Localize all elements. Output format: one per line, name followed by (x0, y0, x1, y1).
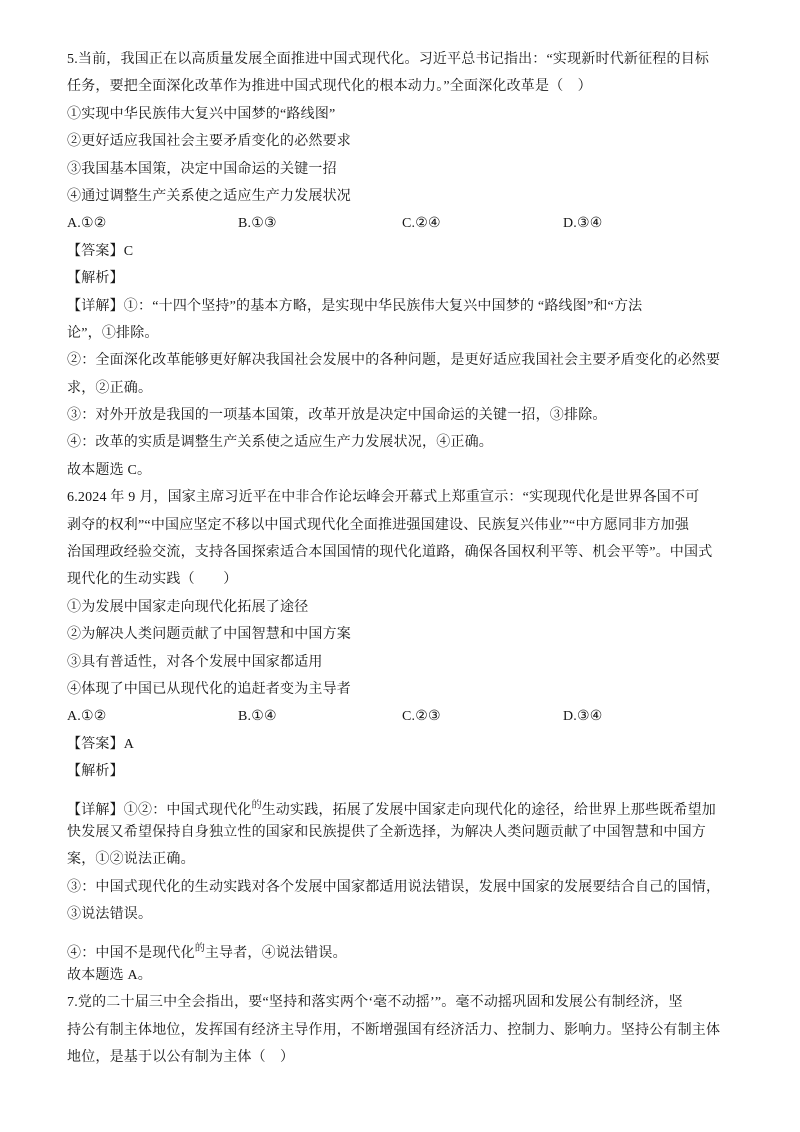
choice-line: ④体现了中国已从现代化的追赶者变为主导者 (67, 681, 351, 697)
options-row-line (67, 703, 734, 730)
choice-line: ③具有普适性，对各个发展中国家都适用 (67, 654, 323, 670)
document-body (67, 46, 734, 1071)
question-stem-line: 治国理政经验交流，支持各国探索适合本国国情的现代化道路，确保各国权利平等、机会平等”。中国式 (67, 545, 713, 561)
superscript-text: 的 (194, 942, 205, 954)
explanation-line: ③：中国式现代化的生动实践对各个发展中国家都适用说法错误，发展中国家的发展要结合自己的国情， (67, 879, 721, 895)
text-segment: 主导者，④说法错误。 (204, 945, 347, 961)
answer-line: 【答案】A (67, 736, 135, 752)
answer-line: 【答案】C (67, 243, 134, 259)
choice-line: ④通过调整生产关系使之适应生产力发展状况 (67, 188, 351, 204)
explanation-line: ③：对外开放是我国的一项基本国策，改革开放是决定中国命运的关键一招，③排除。 (67, 408, 607, 424)
question-stem-line: 任务，要把全面深化改革作为推进中国式现代化的根本动力。”全面深化改革是（ ） (67, 79, 592, 95)
explanation-line (67, 792, 734, 819)
explanation-line: ③说法错误。 (67, 907, 153, 923)
text-segment: 【详解】①②：中国式现代化 (67, 802, 252, 818)
option-item: A.①② (67, 709, 107, 725)
analysis-label-line: 【解析】 (67, 271, 124, 287)
option-item: C.②④ (402, 216, 441, 232)
superscript-text: 的 (251, 799, 262, 811)
explanation-line: 案，①②说法正确。 (67, 852, 195, 868)
question-stem-line: 地位，是基于以公有制为主体（ ） (67, 1050, 295, 1066)
option-item: D.③④ (563, 709, 603, 725)
question-stem-line: 5.当前，我国正在以高质量发展全面推进中国式现代化。习近平总书记指出：“实现新时代新征程的目标 (67, 52, 710, 67)
conclusion-line: 故本题选 C。 (67, 462, 152, 478)
choice-line: ③我国基本国策，决定中国命运的关键一招 (67, 161, 337, 177)
question-stem-line: 现代化的生动实践（ ） (67, 572, 238, 588)
explanation-line (67, 935, 734, 962)
analysis-label-line: 【解析】 (67, 764, 124, 780)
choice-line: ①为发展中国家走向现代化拓展了途径 (67, 599, 309, 615)
explanation-line: 论”，①排除。 (67, 325, 159, 341)
explanation-line: ②：全面深化改革能够更好解决我国社会发展中的各种问题，是更好适应我国社会主要矛盾变化的必然要 (67, 353, 721, 369)
question-stem-line: 6.2024 年 9 月，国家主席习近平在中非合作论坛峰会开幕式上郑重宣示：“实现现代化是世界各国不可 (67, 490, 700, 506)
option-item: D.③④ (563, 216, 603, 232)
question-stem-line: 剥夺的权利”“中国应坚定不移以中国式现代化全面推进强国建设、民族复兴伟业”“中方愿同非方加强 (67, 517, 690, 533)
explanation-line: 求，②正确。 (67, 380, 153, 396)
option-item: A.①② (67, 216, 107, 232)
option-item: B.①④ (238, 709, 277, 725)
explanation-line: 快发展又希望保持自身独立性的国家和民族提供了全新选择，为解决人类问题贡献了中国智慧和中国方 (67, 824, 706, 840)
option-item: C.②③ (402, 709, 441, 725)
option-item: B.①③ (238, 216, 277, 232)
options-row-line (67, 210, 734, 237)
explanation-line: 【详解】①：“十四个坚持”的基本方略，是实现中华民族伟大复兴中国梦的 “路线图”和“方法 (67, 298, 643, 314)
text-segment: ④：中国不是现代化 (67, 945, 195, 961)
text-segment: 生动实践，拓展了发展中国家走向现代化的途径，给世界上那些既希望加 (261, 802, 717, 818)
question-stem-line: 持公有制主体地位，发挥国有经济主导作用，不断增强国有经济活力、控制力、影响力。坚持公有制主体 (67, 1022, 721, 1038)
explanation-line: ④：改革的实质是调整生产关系使之适应生产力发展状况，④正确。 (67, 435, 493, 451)
choice-line: ②更好适应我国社会主要矛盾变化的必然要求 (67, 134, 351, 150)
choice-line: ②为解决人类问题贡献了中国智慧和中国方案 (67, 627, 351, 643)
conclusion-line: 故本题选 A。 (67, 967, 153, 983)
choice-line: ①实现中华民族伟大复兴中国梦的“路线图” (67, 106, 336, 122)
question-stem-line: 7.党的二十届三中全会指出，要“坚持和落实两个‘毫不动摇’”。毫不动摇巩固和发展公有制经济，坚 (67, 995, 683, 1011)
